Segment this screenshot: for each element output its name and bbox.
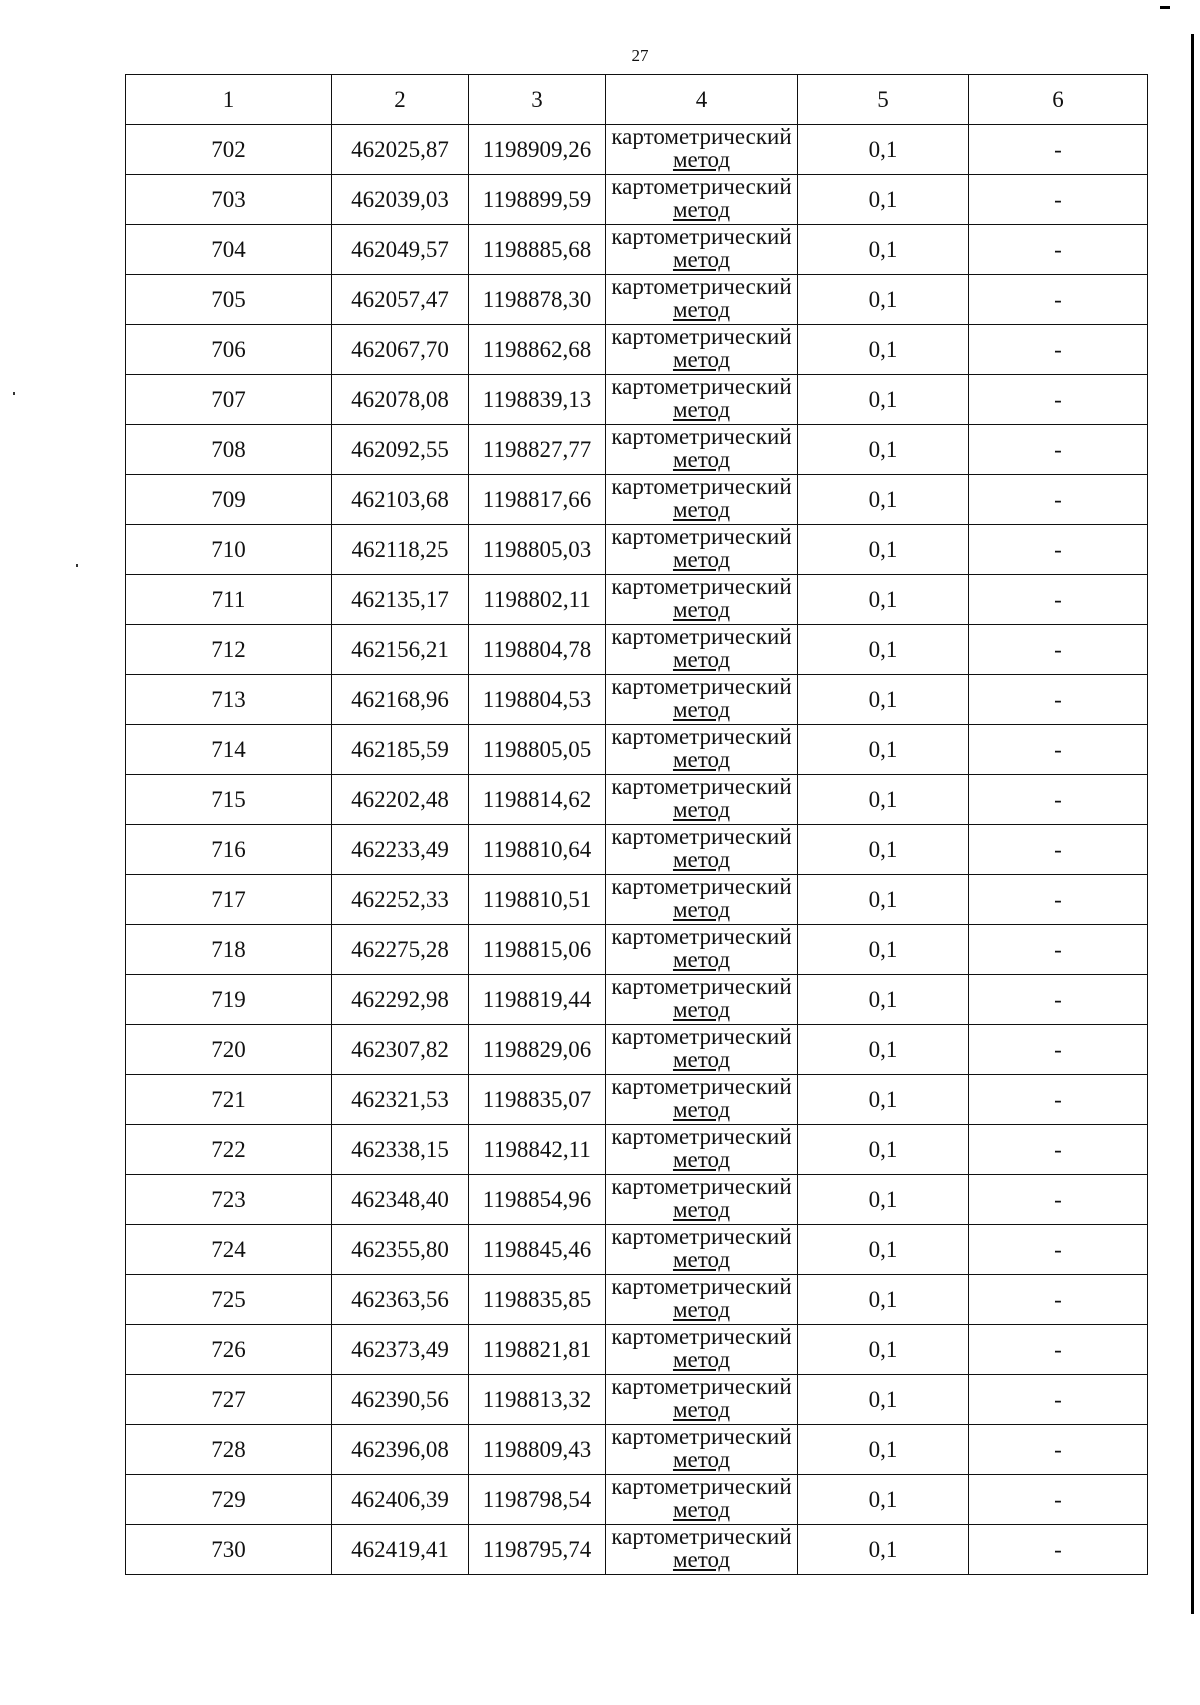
- point-number-cell: 722: [126, 1125, 332, 1175]
- point-number-cell: 718: [126, 925, 332, 975]
- y-coordinate-cell: 1198839,13: [469, 375, 606, 425]
- point-number-cell: 721: [126, 1075, 332, 1125]
- accuracy-cell: 0,1: [798, 225, 969, 275]
- x-coordinate-cell: 462292,98: [332, 975, 469, 1025]
- method-line-1: картометрический: [611, 224, 792, 249]
- point-number-cell: 728: [126, 1425, 332, 1475]
- note-cell: -: [969, 425, 1148, 475]
- note-cell: -: [969, 675, 1148, 725]
- x-coordinate-cell: 462363,56: [332, 1275, 469, 1325]
- accuracy-cell: 0,1: [798, 1425, 969, 1475]
- column-header: 1: [126, 75, 332, 125]
- method-cell: [606, 975, 798, 1025]
- table-row: [126, 1425, 1148, 1475]
- method-cell: [606, 1475, 798, 1525]
- y-coordinate-cell: 1198899,59: [469, 175, 606, 225]
- method-line-1: картометрический: [611, 1224, 792, 1249]
- method-line-2: метод: [672, 597, 731, 622]
- method-cell: [606, 1225, 798, 1275]
- point-number-cell: 709: [126, 475, 332, 525]
- note-cell: -: [969, 175, 1148, 225]
- table-row: [126, 1075, 1148, 1125]
- method-cell: [606, 775, 798, 825]
- method-line-1: картометрический: [611, 1524, 792, 1549]
- x-coordinate-cell: 462275,28: [332, 925, 469, 975]
- accuracy-cell: 0,1: [798, 475, 969, 525]
- point-number-cell: 720: [126, 1025, 332, 1075]
- method-line-1: картометрический: [611, 1074, 792, 1099]
- method-cell: [606, 1525, 798, 1575]
- method-line-2: метод: [672, 747, 731, 772]
- method-line-1: картометрический: [611, 674, 792, 699]
- x-coordinate-cell: 462252,33: [332, 875, 469, 925]
- y-coordinate-cell: 1198814,62: [469, 775, 606, 825]
- method-line-1: картометрический: [611, 924, 792, 949]
- y-coordinate-cell: 1198821,81: [469, 1325, 606, 1375]
- method-line-2: метод: [672, 1497, 731, 1522]
- accuracy-cell: 0,1: [798, 725, 969, 775]
- accuracy-cell: 0,1: [798, 925, 969, 975]
- note-cell: -: [969, 725, 1148, 775]
- y-coordinate-cell: 1198817,66: [469, 475, 606, 525]
- method-cell: [606, 1125, 798, 1175]
- column-header: 6: [969, 75, 1148, 125]
- y-coordinate-cell: 1198804,53: [469, 675, 606, 725]
- point-number-cell: 713: [126, 675, 332, 725]
- column-header: 4: [606, 75, 798, 125]
- x-coordinate-cell: 462103,68: [332, 475, 469, 525]
- point-number-cell: 729: [126, 1475, 332, 1525]
- accuracy-cell: 0,1: [798, 125, 969, 175]
- accuracy-cell: 0,1: [798, 625, 969, 675]
- point-number-cell: 706: [126, 325, 332, 375]
- x-coordinate-cell: 462039,03: [332, 175, 469, 225]
- point-number-cell: 724: [126, 1225, 332, 1275]
- y-coordinate-cell: 1198810,51: [469, 875, 606, 925]
- method-cell: [606, 925, 798, 975]
- method-line-2: метод: [672, 697, 731, 722]
- x-coordinate-cell: 462373,49: [332, 1325, 469, 1375]
- x-coordinate-cell: 462135,17: [332, 575, 469, 625]
- y-coordinate-cell: 1198835,07: [469, 1075, 606, 1125]
- table-row: [126, 375, 1148, 425]
- table-row: [126, 1375, 1148, 1425]
- accuracy-cell: 0,1: [798, 1125, 969, 1175]
- y-coordinate-cell: 1198813,32: [469, 1375, 606, 1425]
- method-cell: [606, 1075, 798, 1125]
- y-coordinate-cell: 1198805,03: [469, 525, 606, 575]
- method-cell: [606, 375, 798, 425]
- note-cell: -: [969, 925, 1148, 975]
- accuracy-cell: 0,1: [798, 675, 969, 725]
- coordinates-table: [125, 74, 1148, 1575]
- method-line-1: картометрический: [611, 874, 792, 899]
- point-number-cell: 725: [126, 1275, 332, 1325]
- method-line-1: картометрический: [611, 1474, 792, 1499]
- method-cell: [606, 825, 798, 875]
- note-cell: -: [969, 1075, 1148, 1125]
- method-line-2: метод: [672, 447, 731, 472]
- table-row: [126, 525, 1148, 575]
- method-line-1: картометрический: [611, 1424, 792, 1449]
- table-row: [126, 575, 1148, 625]
- note-cell: -: [969, 525, 1148, 575]
- table-row: [126, 275, 1148, 325]
- table-row: [126, 1125, 1148, 1175]
- y-coordinate-cell: 1198835,85: [469, 1275, 606, 1325]
- point-number-cell: 730: [126, 1525, 332, 1575]
- note-cell: -: [969, 1475, 1148, 1525]
- note-cell: -: [969, 225, 1148, 275]
- point-number-cell: 710: [126, 525, 332, 575]
- note-cell: -: [969, 775, 1148, 825]
- method-line-2: метод: [672, 1397, 731, 1422]
- method-line-2: метод: [672, 647, 731, 672]
- y-coordinate-cell: 1198804,78: [469, 625, 606, 675]
- table-row: [126, 925, 1148, 975]
- note-cell: -: [969, 625, 1148, 675]
- point-number-cell: 707: [126, 375, 332, 425]
- accuracy-cell: 0,1: [798, 1525, 969, 1575]
- point-number-cell: 715: [126, 775, 332, 825]
- x-coordinate-cell: 462233,49: [332, 825, 469, 875]
- accuracy-cell: 0,1: [798, 175, 969, 225]
- note-cell: -: [969, 325, 1148, 375]
- y-coordinate-cell: 1198829,06: [469, 1025, 606, 1075]
- y-coordinate-cell: 1198842,11: [469, 1125, 606, 1175]
- method-line-1: картометрический: [611, 574, 792, 599]
- x-coordinate-cell: 462338,15: [332, 1125, 469, 1175]
- y-coordinate-cell: 1198885,68: [469, 225, 606, 275]
- x-coordinate-cell: 462057,47: [332, 275, 469, 325]
- x-coordinate-cell: 462185,59: [332, 725, 469, 775]
- accuracy-cell: 0,1: [798, 375, 969, 425]
- method-cell: [606, 1375, 798, 1425]
- point-number-cell: 705: [126, 275, 332, 325]
- note-cell: -: [969, 375, 1148, 425]
- method-line-2: метод: [672, 947, 731, 972]
- point-number-cell: 702: [126, 125, 332, 175]
- method-line-1: картометрический: [611, 524, 792, 549]
- y-coordinate-cell: 1198810,64: [469, 825, 606, 875]
- method-line-2: метод: [672, 1297, 731, 1322]
- table-row: [126, 1325, 1148, 1375]
- method-line-1: картометрический: [611, 1374, 792, 1399]
- y-coordinate-cell: 1198827,77: [469, 425, 606, 475]
- note-cell: -: [969, 125, 1148, 175]
- point-number-cell: 719: [126, 975, 332, 1025]
- table-row: [126, 775, 1148, 825]
- accuracy-cell: 0,1: [798, 1075, 969, 1125]
- accuracy-cell: 0,1: [798, 275, 969, 325]
- method-line-1: картометрический: [611, 824, 792, 849]
- method-line-1: картометрический: [611, 174, 792, 199]
- accuracy-cell: 0,1: [798, 425, 969, 475]
- method-line-2: метод: [672, 247, 731, 272]
- accuracy-cell: 0,1: [798, 575, 969, 625]
- note-cell: -: [969, 1225, 1148, 1275]
- accuracy-cell: 0,1: [798, 525, 969, 575]
- method-line-1: картометрический: [611, 974, 792, 999]
- note-cell: -: [969, 875, 1148, 925]
- method-line-2: метод: [672, 1447, 731, 1472]
- y-coordinate-cell: 1198845,46: [469, 1225, 606, 1275]
- method-cell: [606, 275, 798, 325]
- method-line-2: метод: [672, 1147, 731, 1172]
- method-line-2: метод: [672, 997, 731, 1022]
- accuracy-cell: 0,1: [798, 1025, 969, 1075]
- point-number-cell: 714: [126, 725, 332, 775]
- x-coordinate-cell: 462355,80: [332, 1225, 469, 1275]
- table-row: [126, 725, 1148, 775]
- method-cell: [606, 475, 798, 525]
- method-line-2: метод: [672, 347, 731, 372]
- method-cell: [606, 1325, 798, 1375]
- x-coordinate-cell: 462092,55: [332, 425, 469, 475]
- method-cell: [606, 425, 798, 475]
- table-row: [126, 975, 1148, 1025]
- method-line-1: картометрический: [611, 324, 792, 349]
- y-coordinate-cell: 1198909,26: [469, 125, 606, 175]
- method-cell: [606, 1175, 798, 1225]
- scan-edge-bar: [1191, 34, 1194, 1614]
- accuracy-cell: 0,1: [798, 1475, 969, 1525]
- point-number-cell: 712: [126, 625, 332, 675]
- x-coordinate-cell: 462118,25: [332, 525, 469, 575]
- method-line-1: картометрический: [611, 424, 792, 449]
- point-number-cell: 703: [126, 175, 332, 225]
- method-line-1: картометрический: [611, 1274, 792, 1299]
- method-line-2: метод: [672, 297, 731, 322]
- method-line-2: метод: [672, 1047, 731, 1072]
- note-cell: -: [969, 975, 1148, 1025]
- method-cell: [606, 225, 798, 275]
- x-coordinate-cell: 462049,57: [332, 225, 469, 275]
- x-coordinate-cell: 462202,48: [332, 775, 469, 825]
- method-cell: [606, 325, 798, 375]
- note-cell: -: [969, 275, 1148, 325]
- accuracy-cell: 0,1: [798, 825, 969, 875]
- accuracy-cell: 0,1: [798, 1375, 969, 1425]
- table-row: [126, 1025, 1148, 1075]
- method-line-1: картометрический: [611, 724, 792, 749]
- method-line-1: картометрический: [611, 1024, 792, 1049]
- scan-speck: [13, 392, 15, 395]
- accuracy-cell: 0,1: [798, 775, 969, 825]
- table-row: [126, 1475, 1148, 1525]
- accuracy-cell: 0,1: [798, 975, 969, 1025]
- table-row: [126, 125, 1148, 175]
- x-coordinate-cell: 462396,08: [332, 1425, 469, 1475]
- x-coordinate-cell: 462406,39: [332, 1475, 469, 1525]
- method-cell: [606, 875, 798, 925]
- accuracy-cell: 0,1: [798, 1225, 969, 1275]
- x-coordinate-cell: 462390,56: [332, 1375, 469, 1425]
- method-line-1: картометрический: [611, 1124, 792, 1149]
- scan-corner-mark: [1160, 6, 1170, 9]
- method-line-1: картометрический: [611, 774, 792, 799]
- table-row: [126, 825, 1148, 875]
- method-line-1: картометрический: [611, 474, 792, 499]
- x-coordinate-cell: 462067,70: [332, 325, 469, 375]
- table-row: [126, 175, 1148, 225]
- point-number-cell: 727: [126, 1375, 332, 1425]
- x-coordinate-cell: 462307,82: [332, 1025, 469, 1075]
- y-coordinate-cell: 1198819,44: [469, 975, 606, 1025]
- scan-speck: [76, 564, 78, 567]
- x-coordinate-cell: 462321,53: [332, 1075, 469, 1125]
- method-cell: [606, 525, 798, 575]
- note-cell: -: [969, 1025, 1148, 1075]
- y-coordinate-cell: 1198798,54: [469, 1475, 606, 1525]
- table-row: [126, 225, 1148, 275]
- accuracy-cell: 0,1: [798, 1175, 969, 1225]
- method-line-2: метод: [672, 897, 731, 922]
- header-row: [126, 75, 1148, 125]
- table-row: [126, 475, 1148, 525]
- method-line-1: картометрический: [611, 1174, 792, 1199]
- table-row: [126, 1225, 1148, 1275]
- note-cell: -: [969, 1175, 1148, 1225]
- column-header: 2: [332, 75, 469, 125]
- method-cell: [606, 1025, 798, 1075]
- method-line-2: метод: [672, 1247, 731, 1272]
- method-cell: [606, 125, 798, 175]
- y-coordinate-cell: 1198878,30: [469, 275, 606, 325]
- column-header: 5: [798, 75, 969, 125]
- note-cell: -: [969, 475, 1148, 525]
- page-number: 27: [631, 46, 649, 65]
- method-cell: [606, 1275, 798, 1325]
- accuracy-cell: 0,1: [798, 875, 969, 925]
- note-cell: -: [969, 1525, 1148, 1575]
- method-line-1: картометрический: [611, 274, 792, 299]
- note-cell: -: [969, 1375, 1148, 1425]
- method-line-2: метод: [672, 497, 731, 522]
- table-row: [126, 1525, 1148, 1575]
- method-cell: [606, 1425, 798, 1475]
- y-coordinate-cell: 1198805,05: [469, 725, 606, 775]
- point-number-cell: 711: [126, 575, 332, 625]
- method-line-1: картометрический: [611, 124, 792, 149]
- method-line-2: метод: [672, 797, 731, 822]
- note-cell: -: [969, 1325, 1148, 1375]
- table-row: [126, 675, 1148, 725]
- y-coordinate-cell: 1198862,68: [469, 325, 606, 375]
- x-coordinate-cell: 462168,96: [332, 675, 469, 725]
- table-row: [126, 625, 1148, 675]
- method-line-2: метод: [672, 847, 731, 872]
- method-line-1: картометрический: [611, 624, 792, 649]
- method-cell: [606, 575, 798, 625]
- table-row: [126, 875, 1148, 925]
- method-cell: [606, 625, 798, 675]
- point-number-cell: 723: [126, 1175, 332, 1225]
- point-number-cell: 704: [126, 225, 332, 275]
- note-cell: -: [969, 575, 1148, 625]
- method-line-2: метод: [672, 147, 731, 172]
- x-coordinate-cell: 462156,21: [332, 625, 469, 675]
- method-cell: [606, 675, 798, 725]
- x-coordinate-cell: 462025,87: [332, 125, 469, 175]
- method-cell: [606, 175, 798, 225]
- table-row: [126, 425, 1148, 475]
- method-line-2: метод: [672, 1097, 731, 1122]
- y-coordinate-cell: 1198854,96: [469, 1175, 606, 1225]
- method-line-2: метод: [672, 1547, 731, 1572]
- y-coordinate-cell: 1198795,74: [469, 1525, 606, 1575]
- accuracy-cell: 0,1: [798, 325, 969, 375]
- method-line-2: метод: [672, 197, 731, 222]
- x-coordinate-cell: 462078,08: [332, 375, 469, 425]
- table-row: [126, 1275, 1148, 1325]
- y-coordinate-cell: 1198809,43: [469, 1425, 606, 1475]
- accuracy-cell: 0,1: [798, 1325, 969, 1375]
- column-header: 3: [469, 75, 606, 125]
- accuracy-cell: 0,1: [798, 1275, 969, 1325]
- note-cell: -: [969, 1425, 1148, 1475]
- table-row: [126, 325, 1148, 375]
- note-cell: -: [969, 1275, 1148, 1325]
- y-coordinate-cell: 1198815,06: [469, 925, 606, 975]
- table-row: [126, 1175, 1148, 1225]
- point-number-cell: 726: [126, 1325, 332, 1375]
- method-line-2: метод: [672, 547, 731, 572]
- point-number-cell: 716: [126, 825, 332, 875]
- note-cell: -: [969, 1125, 1148, 1175]
- method-line-2: метод: [672, 397, 731, 422]
- note-cell: -: [969, 825, 1148, 875]
- x-coordinate-cell: 462419,41: [332, 1525, 469, 1575]
- x-coordinate-cell: 462348,40: [332, 1175, 469, 1225]
- point-number-cell: 708: [126, 425, 332, 475]
- method-line-2: метод: [672, 1197, 731, 1222]
- method-line-1: картометрический: [611, 1324, 792, 1349]
- y-coordinate-cell: 1198802,11: [469, 575, 606, 625]
- method-cell: [606, 725, 798, 775]
- method-line-1: картометрический: [611, 374, 792, 399]
- method-line-2: метод: [672, 1347, 731, 1372]
- point-number-cell: 717: [126, 875, 332, 925]
